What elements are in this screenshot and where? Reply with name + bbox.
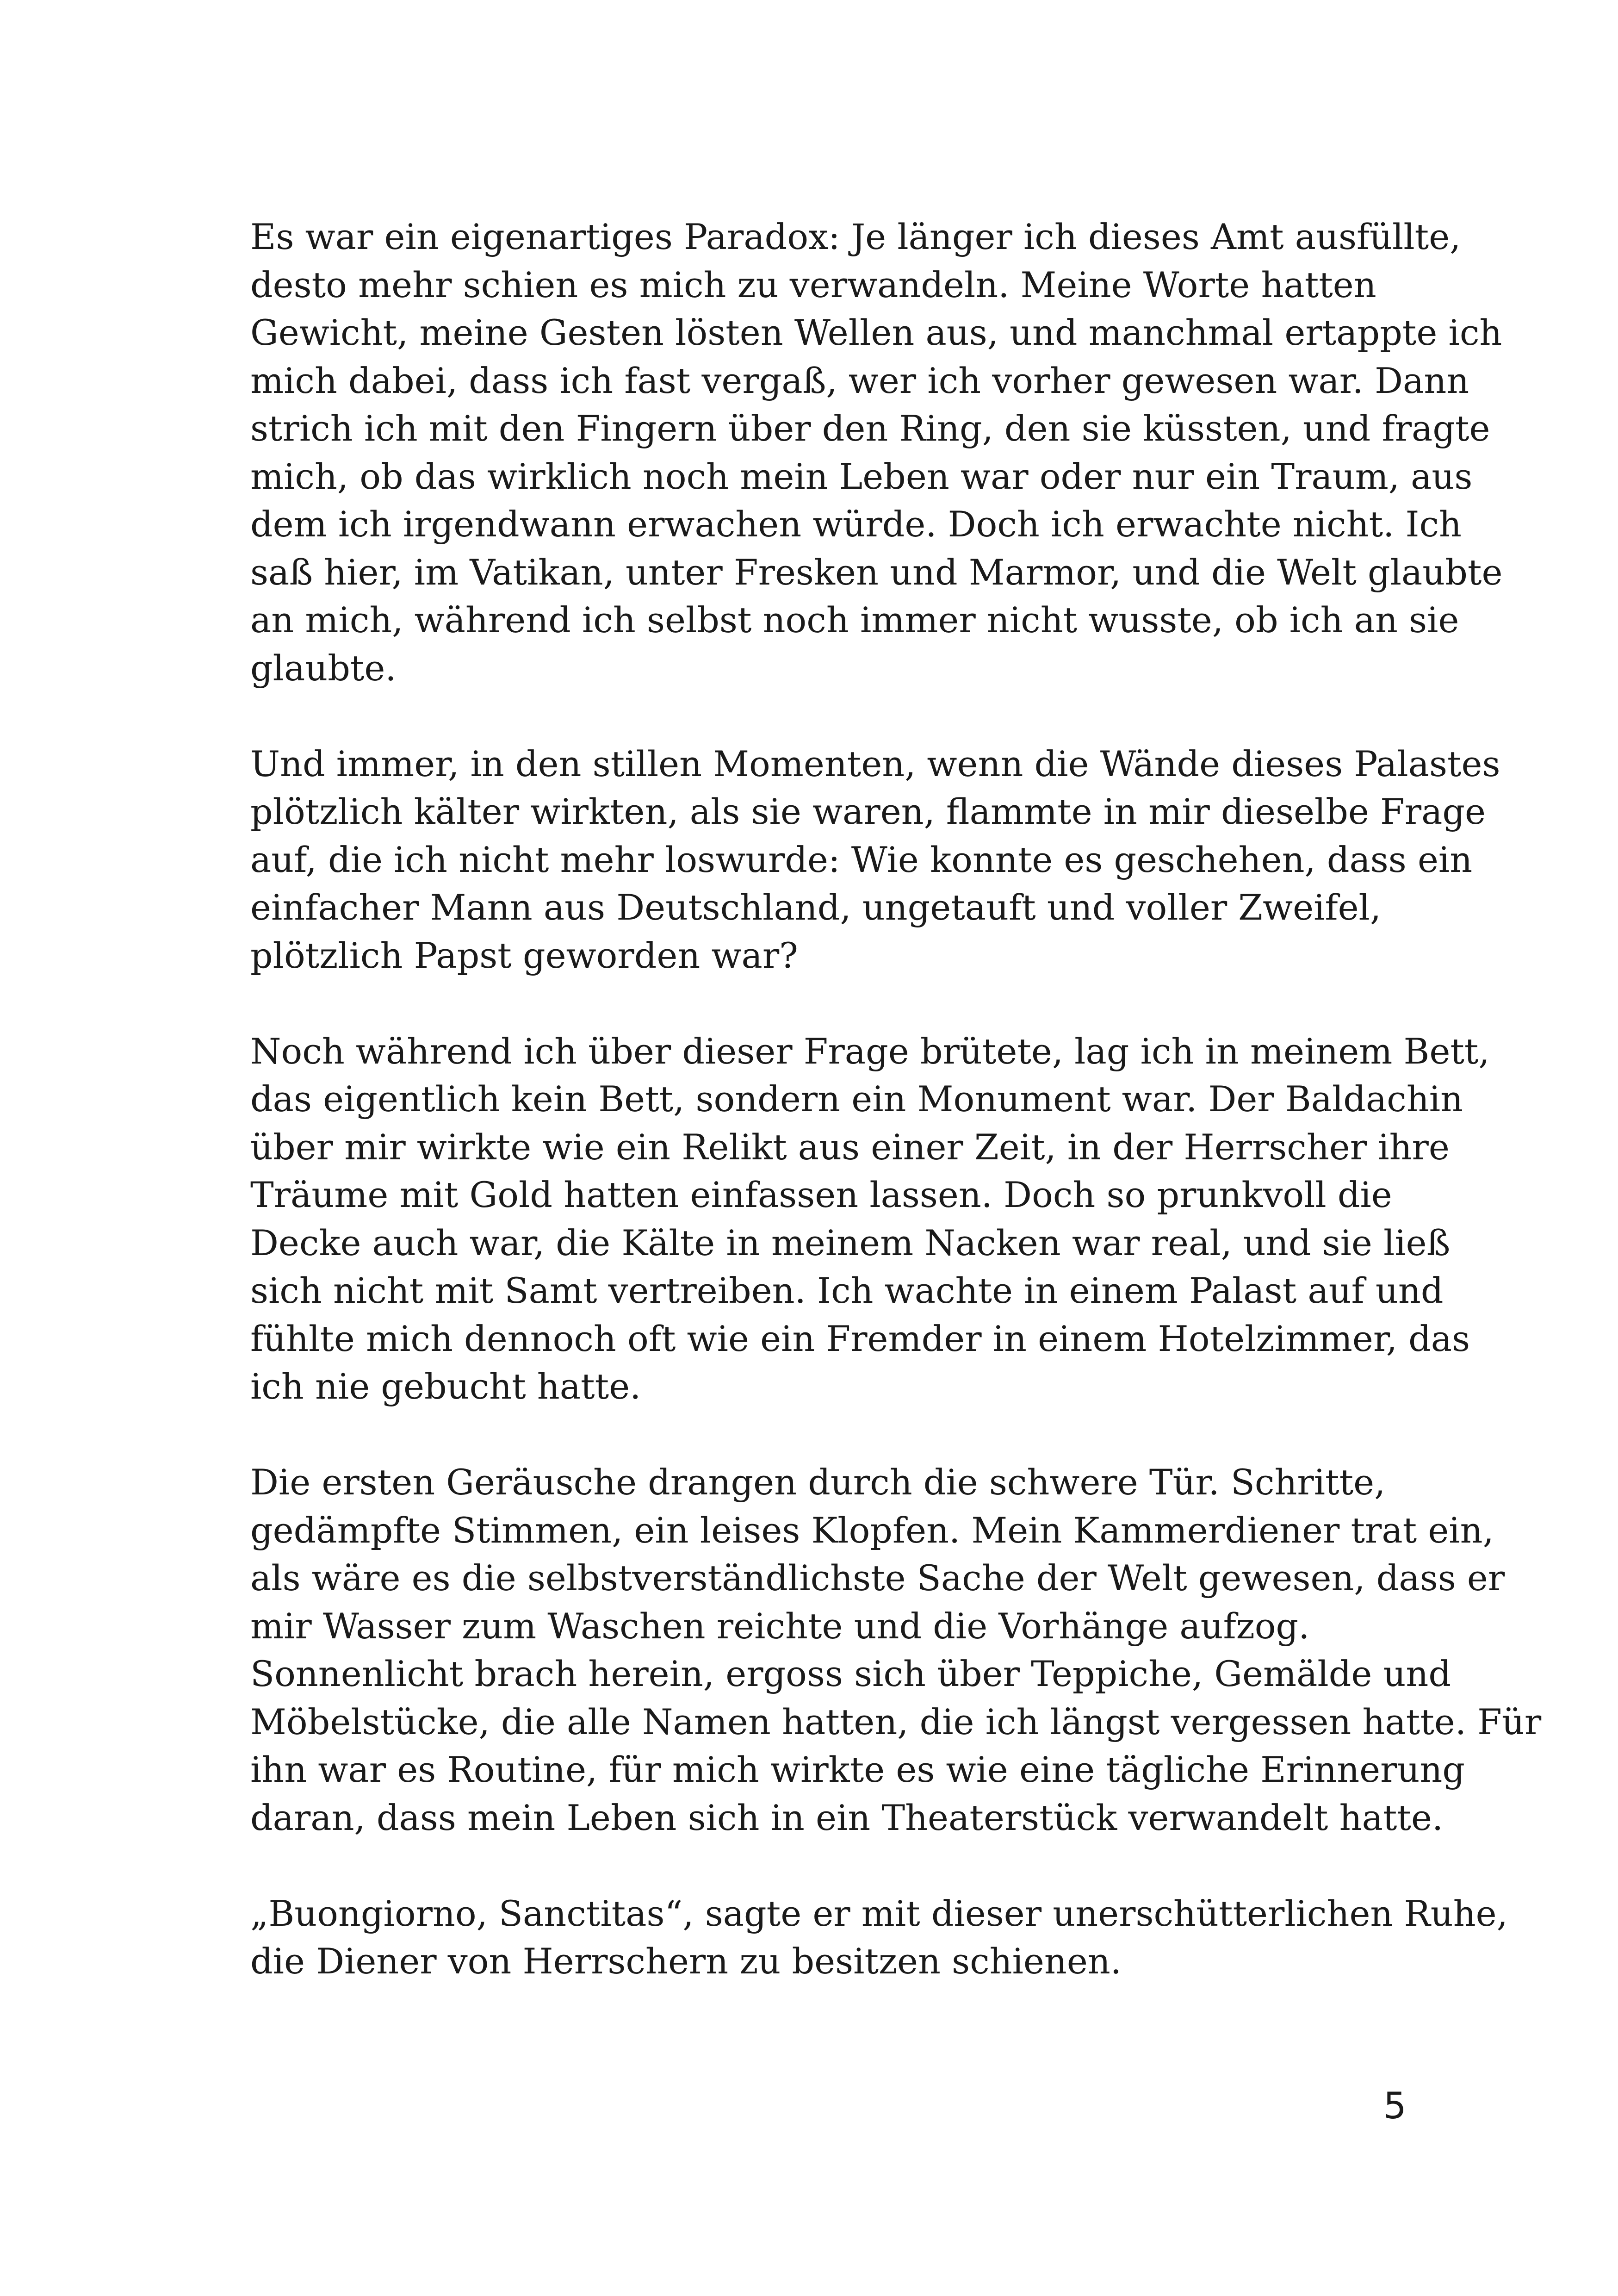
text-line: plötzlich Papst geworden war? — [250, 934, 798, 976]
paragraph-spacer — [250, 692, 1421, 740]
text-line: auf, die ich nicht mehr loswurde: Wie konnte es geschehen, dass ein — [250, 839, 1473, 880]
paragraph-5 — [250, 1890, 1508, 1985]
text-line: mir Wasser zum Waschen reichte und die Vorhänge aufzog. — [250, 1605, 1310, 1647]
text-line: sich nicht mit Samt vertreiben. Ich wachte in einem Palast auf und — [250, 1270, 1444, 1311]
text-line: mich, ob das wirklich noch mein Leben war oder nur ein Traum, aus — [250, 455, 1473, 497]
text-line: als wäre es die selbstverständlichste Sache der Welt gewesen, dass er — [250, 1557, 1505, 1599]
text-line: Noch während ich über dieser Frage brütete, lag ich in meinem Bett, — [250, 1030, 1490, 1072]
page-number: 5 — [1383, 2085, 1407, 2127]
text-line: Möbelstücke, die alle Namen hatten, die ich längst vergessen hatte. Für — [250, 1701, 1542, 1742]
text-line: fühlte mich dennoch oft wie ein Fremder in einem Hotelzimmer, das — [250, 1318, 1470, 1359]
text-line: Sonnenlicht brach herein, ergoss sich über Teppiche, Gemälde und — [250, 1653, 1451, 1694]
text-line: dem ich irgendwann erwachen würde. Doch ich erwachte nicht. Ich — [250, 504, 1462, 545]
text-line: saß hier, im Vatikan, unter Fresken und Marmor, und die Welt glaubte — [250, 551, 1503, 593]
text-line: daran, dass mein Leben sich in ein Theaterstück verwandelt hatte. — [250, 1797, 1444, 1838]
paragraph-spacer — [250, 1411, 1421, 1459]
text-line: Und immer, in den stillen Momenten, wenn die Wände dieses Palastes — [250, 743, 1500, 784]
paragraph-1 — [250, 213, 1503, 692]
body-text — [250, 213, 1542, 1985]
paragraph-4 — [250, 1458, 1542, 1842]
text-line: strich ich mit den Fingern über den Ring, den sie küssten, und fragte — [250, 408, 1490, 449]
paragraph-spacer — [250, 979, 1421, 1027]
text-line: ihn war es Routine, für mich wirkte es wie eine tägliche Erinnerung — [250, 1749, 1465, 1790]
text-line: Träume mit Gold hatten einfassen lassen. Doch so prunkvoll die — [250, 1174, 1392, 1215]
text-line: Decke auch war, die Kälte in meinem Nacken war real, und sie ließ — [250, 1222, 1451, 1263]
text-line: glaubte. — [250, 647, 397, 689]
text-line: ich nie gebucht hatte. — [250, 1366, 641, 1407]
text-line: „Buongiorno, Sanctitas“, sagte er mit dieser unerschütterlichen Ruhe, — [250, 1892, 1508, 1934]
text-line: gedämpfte Stimmen, ein leises Klopfen. Mein Kammerdiener trat ein, — [250, 1509, 1494, 1551]
text-line: an mich, während ich selbst noch immer nicht wusste, ob ich an sie — [250, 599, 1459, 641]
text-line: einfacher Mann aus Deutschland, ungetauft und voller Zweifel, — [250, 887, 1382, 928]
text-line: mich dabei, dass ich fast vergaß, wer ich vorher gewesen war. Dann — [250, 360, 1469, 401]
text-line: über mir wirkte wie ein Relikt aus einer Zeit, in der Herrscher ihre — [250, 1126, 1450, 1168]
paragraph-3 — [250, 1027, 1490, 1411]
text-line: plötzlich kälter wirkten, als sie waren, flammte in mir dieselbe Frage — [250, 791, 1486, 832]
text-line: desto mehr schien es mich zu verwandeln. Meine Worte hatten — [250, 264, 1376, 305]
text-line: die Diener von Herrschern zu besitzen schienen. — [250, 1941, 1122, 1982]
text-line: das eigentlich kein Bett, sondern ein Monument war. Der Baldachin — [250, 1078, 1463, 1120]
text-line: Die ersten Geräusche drangen durch die schwere Tür. Schritte, — [250, 1462, 1386, 1503]
text-line: Gewicht, meine Gesten lösten Wellen aus, und manchmal ertappte ich — [250, 312, 1502, 353]
text-line: Es war ein eigenartiges Paradox: Je länger ich dieses Amt ausfüllte, — [250, 216, 1461, 257]
paragraph-spacer — [250, 1842, 1421, 1890]
paragraph-2 — [250, 740, 1500, 980]
